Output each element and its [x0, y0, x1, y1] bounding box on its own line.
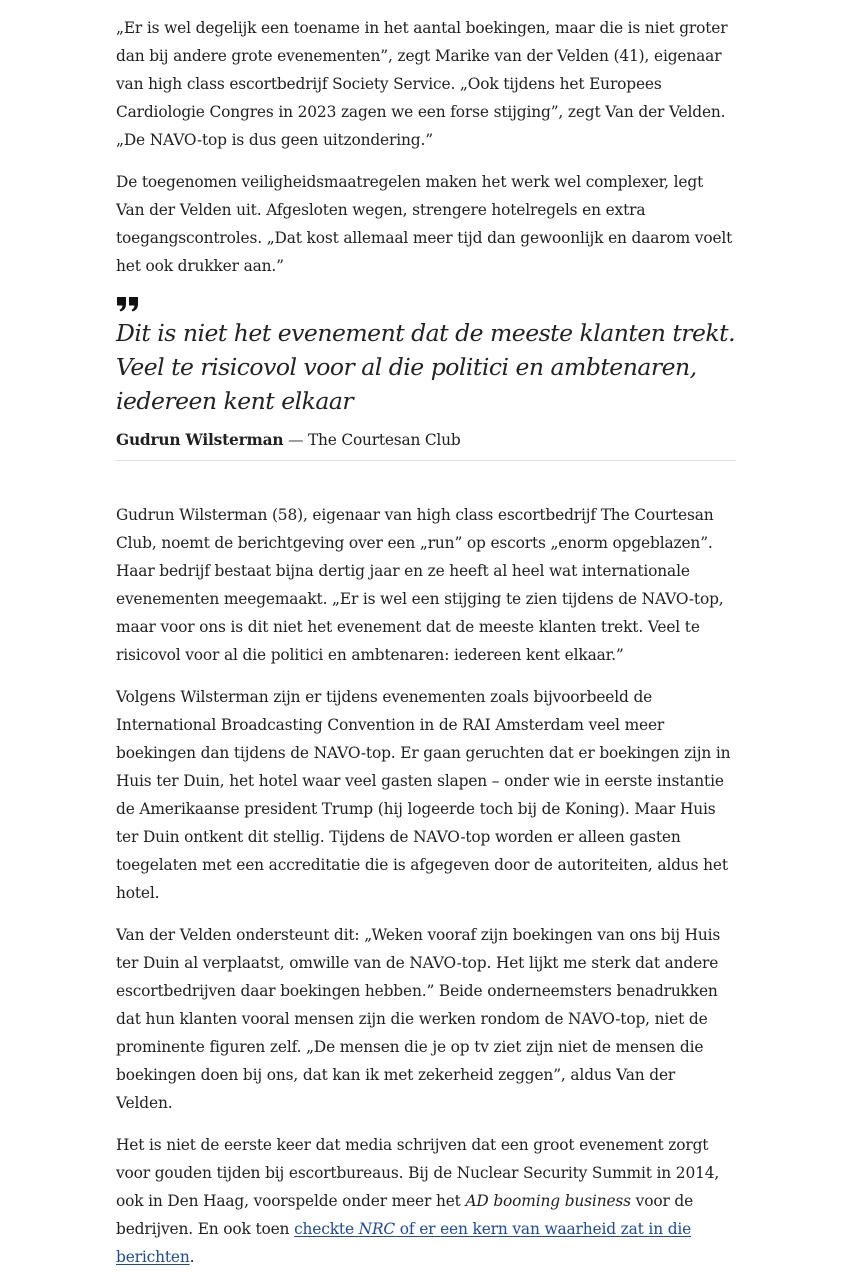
nuclear-summit-text-end: . [189, 1248, 195, 1266]
pull-quote-author: Gudrun Wilsterman [116, 431, 284, 449]
link-text-after: of er een kern van waarheid zat in die berichten [116, 1220, 692, 1266]
nuclear-summit-text-middle: voor de bedrijven. En ook toen [116, 1192, 694, 1238]
paragraph-van-der-velden-quote: „Er is wel degelijk een toename in het aantal boekingen, maar die is niet groter dan bij andere grote evenementen”, zegt Marike van der Velden (41), eigenaar van high class escortbedrijf Society Service. „Ook tijdens het Europees Cardiologie Congres in 2023 zagen we een forse stijging”, zegt Van der Velden. „De NAVO-top is dus geen uitzondering.” [116, 19, 728, 149]
pull-quote-organization: The Courtesan Club [307, 431, 461, 449]
link-text-before: checkte [294, 1220, 359, 1238]
paragraph-van-der-velden-support: Van der Velden ondersteunt dit: „Weken vooraf zijn boekingen van ons bij Huis ter Duin al verplaatst, omwille van de NAVO-top. Het lijkt me sterk dat andere escortbedrijven daar boekingen hebben.” Beide onderneemsters benadrukken dat hun klanten vooral mensen zijn die werken rondom de NAVO-top, niet de prominente figuren zelf. „De mensen die je op tv ziet zijn niet de mensen die boekingen doen bij ons, dat kan ik met zekerheid zeggen”, aldus Van der Velden. [116, 926, 721, 1112]
article-body [116, 14, 736, 1285]
nuclear-summit-text: Het is niet de eerste keer dat media schrijven dat een groot evenement zorgt voor gouden tijden bij escortbureaus. Bij de Nuclear Security Summit in 2014, ook in Den Haag, voorspelde onder meer het [116, 1136, 720, 1210]
pull-quote-text: Dit is niet het evenement dat de meeste klanten trekt. Veel te risicovol voor al die politici en ambtenaren, iedereen kent elkaar [116, 319, 736, 415]
pull-quote-source [116, 426, 736, 461]
paragraph-huis-ter-duin: Volgens Wilsterman zijn er tijdens evenementen zoals bijvoorbeeld de International Broadcasting Convention in de RAI Amsterdam veel meer boekingen dan tijdens de NAVO-top. Er gaan geruchten dat er boekingen zijn in Huis ter Duin, het hotel waar veel gasten slapen – onder wie in eerste instantie de Amerikaanse president Trump (hij logeerde toch bij de Koning). Maar Huis ter Duin ontkent dit stellig. Tijdens de NAVO-top worden er alleen gasten toegelaten met een accreditatie die is afgegeven door de autoriteiten, aldus het hotel. [116, 688, 731, 902]
ad-booming-business: AD booming business [465, 1192, 631, 1210]
pull-quote-dash: — [288, 431, 304, 449]
paragraph-security-measures: De toegenomen veiligheidsmaatregelen maken het werk wel complexer, legt Van der Velden uit. Afgesloten wegen, strengere hotelregels en extra toegangscontroles. „Dat kost allemaal meer tijd dan gewoonlijk en daarom voelt het ook drukker aan.” [116, 173, 733, 275]
pull-quote [116, 296, 736, 461]
paragraph-wilsterman: Gudrun Wilsterman (58), eigenaar van high class escortbedrijf The Courtesan Club, noemt de berichtgeving over een „run” op escorts „enorm opgeblazen”. Haar bedrijf bestaat bijna dertig jaar en ze heeft al heel wat internationale evenementen meegemaakt. „Er is wel een stijging te zien tijdens de NAVO-top, maar voor ons is dit niet het evenement dat de meeste klanten trekt. Veel te risicovol voor al die politici en ambtenaren: iedereen kent elkaar.” [116, 506, 724, 664]
quotation-marks-icon [116, 296, 140, 312]
link-nrc: NRC [358, 1220, 396, 1238]
paragraph-nuclear-summit [116, 1131, 736, 1271]
